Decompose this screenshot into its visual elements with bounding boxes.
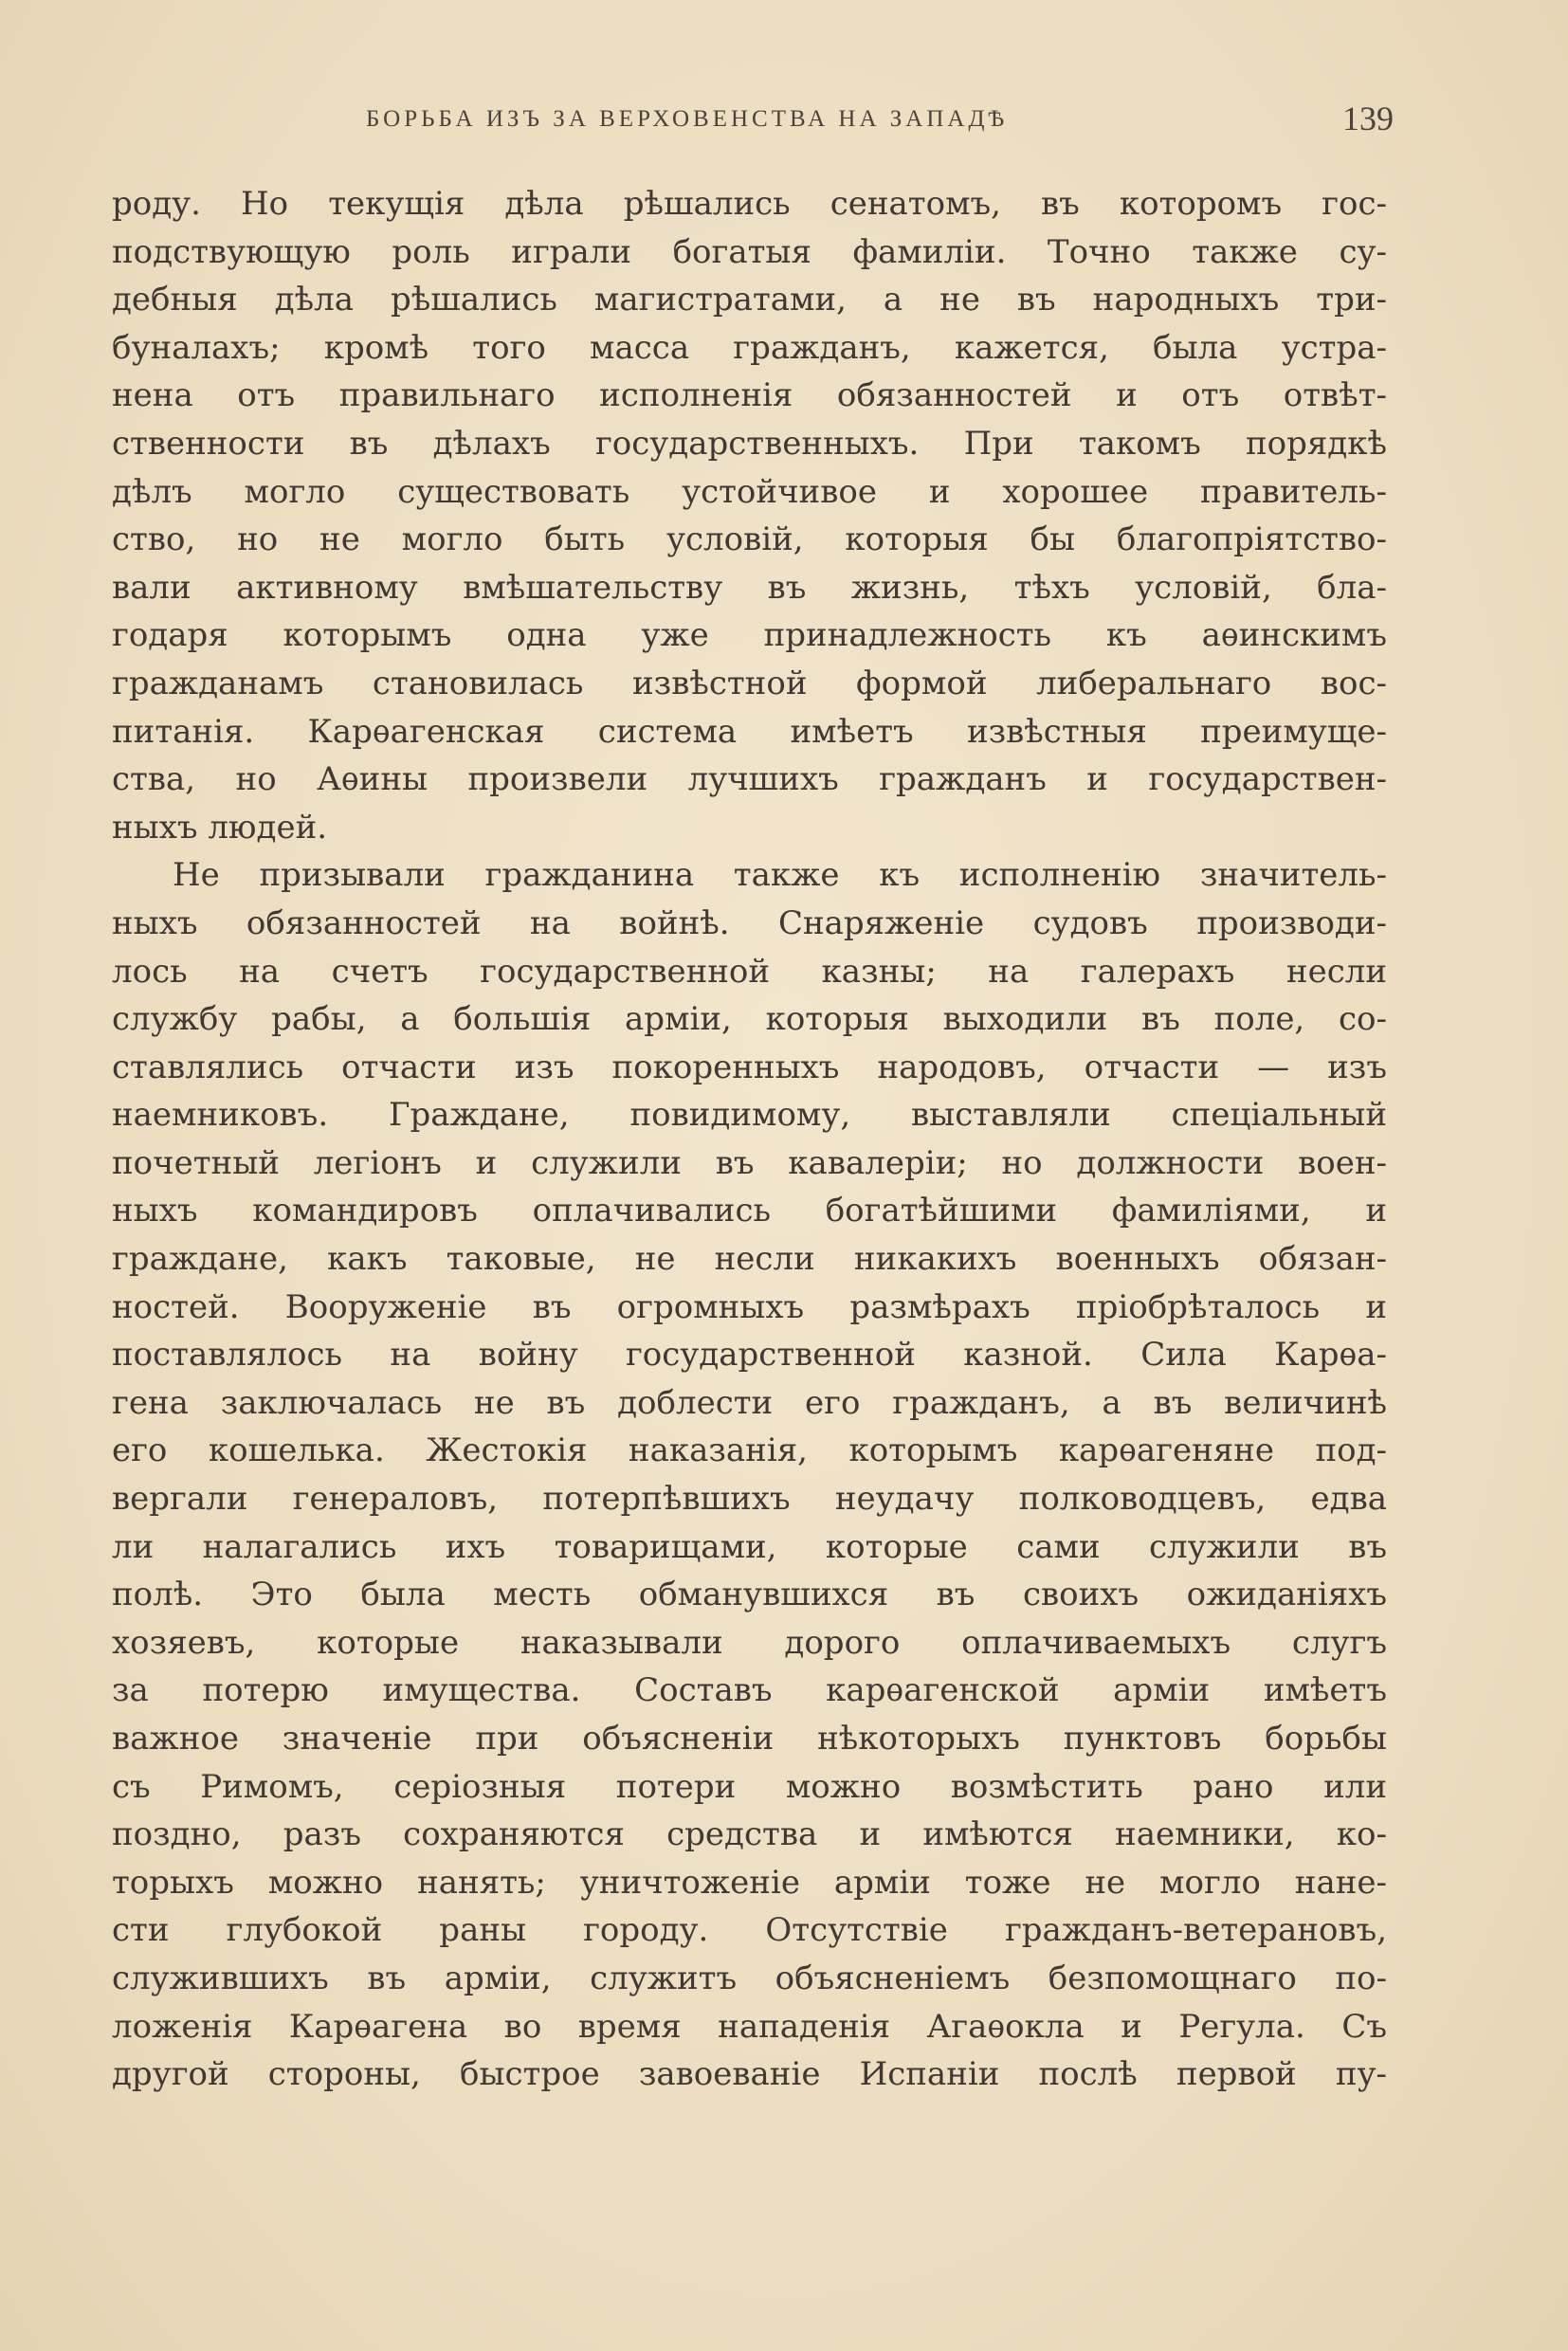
text-line: Не призывали гражданина также къ исполненію значитель- [173, 856, 1387, 895]
text-line: нена отъ правильнаго исполненія обязанностей и отъ отвѣт- [112, 376, 1387, 415]
text-line: наемниковъ. Граждане, повидимому, выставляли спеціальный [112, 1096, 1387, 1135]
text-line: ныхъ командировъ оплачивались богатѣйшими фамиліями, и [112, 1192, 1387, 1230]
text-line: буналахъ; кромѣ того масса гражданъ, кажется, была устра- [112, 328, 1387, 367]
text-line: питанія. Карѳагенская система имѣетъ извѣстныя преимуще- [112, 712, 1387, 751]
text-line: подствующую роль играли богатыя фамиліи. Точно также су- [112, 232, 1387, 271]
text-line: ства, но Аѳины произвели лучшихъ гражданъ и государствен- [112, 760, 1387, 799]
page-number: 139 [1342, 100, 1394, 137]
text-line: сти глубокой раны городу. Отсутствіе гражданъ-ветерановъ, [112, 1911, 1387, 1950]
text-line: вали активному вмѣшательству въ жизнь, тѣхъ условій, бла- [112, 568, 1387, 607]
text-line: вергали генераловъ, потерпѣвшихъ неудачу полководцевъ, едва [112, 1480, 1387, 1519]
text-line: за потерю имущества. Составъ карѳагенской арміи имѣетъ [112, 1671, 1387, 1710]
paragraph-1 [112, 180, 1387, 851]
text-line: гена заключалась не въ доблести его гражданъ, а въ величинѣ [112, 1383, 1387, 1422]
text-line: почетный легіонъ и служили въ кавалеріи; но должности воен- [112, 1143, 1387, 1182]
text-line: ложенія Карѳагена во время нападенія Агаѳокла и Регула. Съ [112, 2007, 1387, 2046]
text-line: дѣлъ могло существовать устойчивое и хорошее правитель- [112, 472, 1387, 511]
text-line: другой стороны, быстрое завоеваніе Испаніи послѣ первой пу- [112, 2055, 1387, 2094]
text-line: полѣ. Это была месть обманувшихся въ своихъ ожиданіяхъ [112, 1576, 1387, 1614]
paragraph-2 [112, 851, 1387, 2098]
text-line: ственности въ дѣлахъ государственныхъ. При такомъ порядкѣ [112, 424, 1387, 463]
text-line: хозяевъ, которые наказывали дорого оплачиваемыхъ слугъ [112, 1623, 1387, 1662]
running-head [112, 99, 1394, 146]
body-text [112, 180, 1387, 2099]
text-line: гражданамъ становилась извѣстной формой либеральнаго вос- [112, 664, 1387, 702]
text-line: дебныя дѣла рѣшались магистратами, а не въ народныхъ три- [112, 281, 1387, 319]
text-line: ставлялись отчасти изъ покоренныхъ народовъ, отчасти — изъ [112, 1048, 1387, 1086]
text-line: ство, но не могло быть условій, которыя бы благопріятство- [112, 520, 1387, 559]
text-line: служившихъ въ арміи, служитъ объясненіемъ безпомощнаго по- [112, 1959, 1387, 1997]
text-line: съ Римомъ, серіозныя потери можно возмѣстить рано или [112, 1767, 1387, 1806]
text-line: его кошелька. Жестокія наказанія, которымъ карѳагеняне под- [112, 1431, 1387, 1470]
text-line: граждане, какъ таковые, не несли никакихъ военныхъ обязан- [112, 1240, 1387, 1279]
text-line: роду. Но текущія дѣла рѣшались сенатомъ, въ которомъ гос- [112, 185, 1387, 223]
running-title: БОРЬБА ИЗЪ ЗА ВЕРХОВЕНСТВА НА ЗАПАДѢ [366, 106, 1009, 132]
text-line: ностей. Вооруженіе въ огромныхъ размѣрахъ пріобрѣталось и [112, 1287, 1387, 1326]
text-line: поздно, разъ сохраняются средства и имѣются наемники, ко- [112, 1815, 1387, 1854]
text-line: поставлялось на войну государственной казной. Сила Карѳа- [112, 1336, 1387, 1375]
text-line: торыхъ можно нанять; уничтоженіе арміи тоже не могло нане- [112, 1863, 1387, 1902]
text-line: службу рабы, а большія арміи, которыя выходили въ поле, со- [112, 1000, 1387, 1039]
text-line: лось на счетъ государственной казны; на галерахъ несли [112, 952, 1387, 991]
text-line: ныхъ людей. [112, 808, 328, 847]
text-line: годаря которымъ одна уже принадлежность къ аѳинскимъ [112, 616, 1387, 655]
text-line: важное значеніе при объясненіи нѣкоторыхъ пунктовъ борьбы [112, 1720, 1387, 1758]
text-line: ли налагались ихъ товарищами, которые сами служили въ [112, 1527, 1387, 1566]
text-line: ныхъ обязанностей на войнѣ. Снаряженіе судовъ производи- [112, 903, 1387, 942]
